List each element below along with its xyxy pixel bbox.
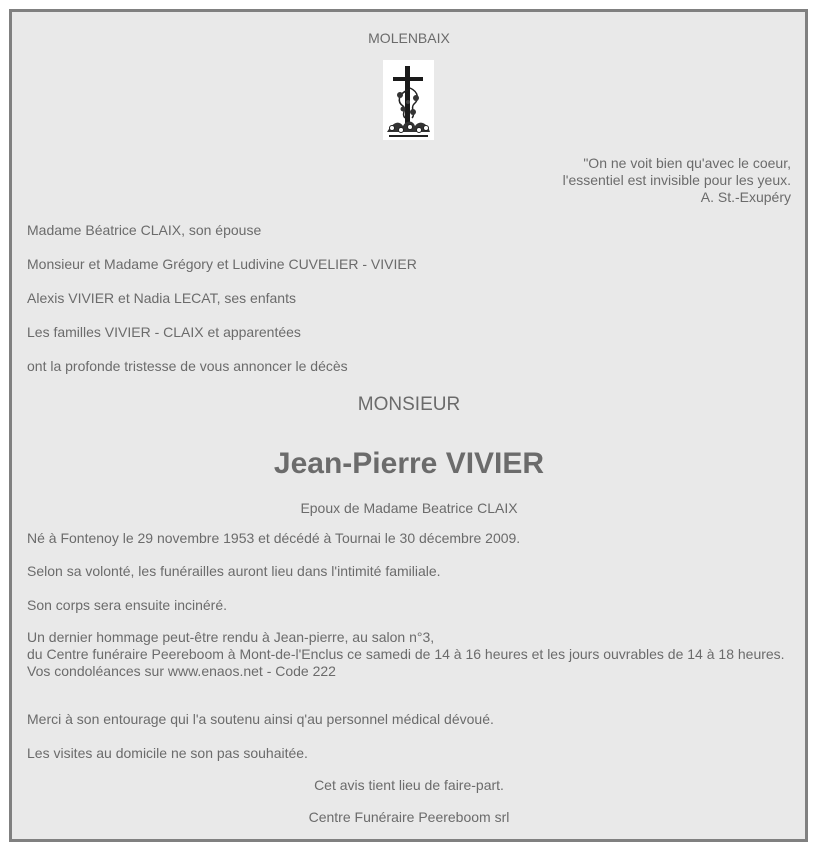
thanks-line: Merci à son entourage qui l'a soutenu ainsi q'au personnel médical dévoué. (27, 711, 494, 727)
quote-block (27, 155, 791, 206)
cross-with-flowers-icon (383, 60, 434, 140)
spouse-line: Epoux de Madame Beatrice CLAIX (300, 500, 518, 516)
deceased-name: Jean-Pierre VIVIER (273, 447, 545, 480)
company-line: Centre Funéraire Peereboom srl (308, 809, 510, 825)
quote-line: "On ne voit bien qu'avec le coeur, (583, 155, 791, 171)
tribute-line: du Centre funéraire Peereboom à Mont-de-l'Enclus ce samedi de 14 à 16 heures et les jours ouvrables de 14 à 18 heures. (27, 646, 785, 662)
family-line: Monsieur et Madame Grégory et Ludivine CUVELIER - VIVIER (27, 256, 417, 272)
funeral-line: Selon sa volonté, les funérailles auront lieu dans l'intimité familiale. (27, 563, 441, 579)
notice-line: Cet avis tient lieu de faire-part. (314, 777, 504, 793)
family-line: Les familles VIVIER - CLAIX et apparentées (27, 324, 301, 340)
deceased-title: MONSIEUR (357, 394, 461, 415)
quote-line: l'essentiel est invisible pour les yeux. (562, 172, 791, 188)
obituary-card (9, 9, 808, 842)
quote-author: A. St.-Exupéry (700, 189, 791, 205)
tribute-line: Un dernier hommage peut-être rendu à Jean-pierre, au salon n°3, (27, 629, 435, 645)
visits-line: Les visites au domicile ne son pas souhaitée. (27, 745, 308, 761)
family-line: Madame Béatrice CLAIX, son épouse (27, 222, 262, 238)
announcement-line: ont la profonde tristesse de vous annoncer le décès (27, 358, 348, 374)
family-line: Alexis VIVIER et Nadia LECAT, ses enfants (27, 290, 296, 306)
birth-death-line: Né à Fontenoy le 29 novembre 1953 et décédé à Tournai le 30 décembre 2009. (27, 530, 521, 546)
cremation-line: Son corps sera ensuite incinéré. (27, 597, 227, 613)
village-name: MOLENBAIX (368, 30, 450, 46)
tribute-block (27, 629, 791, 680)
condolences-line: Vos condoléances sur www.enaos.net - Code 222 (27, 663, 336, 679)
